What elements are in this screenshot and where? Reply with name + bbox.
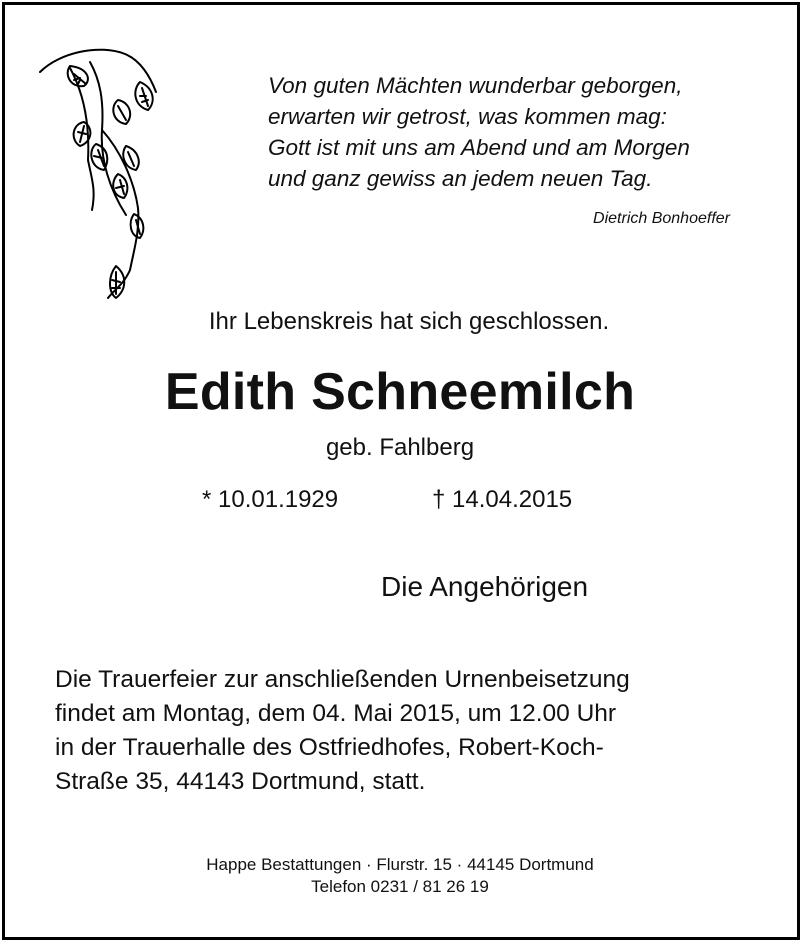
ceremony-line: Die Trauerfeier zur anschließenden Urnenbeisetzung — [55, 666, 630, 693]
birth-date: * 10.01.1929 — [202, 486, 339, 513]
maiden-name: geb. Fahlberg — [325, 434, 475, 461]
funeral-home-footer — [0, 854, 800, 898]
quote-line: Von guten Mächten wunderbar geborgen, — [268, 73, 683, 98]
footer-address: Happe Bestattungen · Flurstr. 15 · 44145 Dortmund — [206, 855, 594, 874]
ceremony-line: in der Trauerhalle des Ostfriedhofes, Robert-Koch- — [55, 734, 604, 761]
death-date: † 14.04.2015 — [432, 486, 573, 513]
ceremony-line: Straße 35, 44143 Dortmund, statt. — [55, 768, 426, 795]
signature: Die Angehörigen — [381, 571, 589, 602]
quote-block — [268, 70, 768, 194]
birch-branch-icon — [30, 40, 170, 320]
deceased-name: Edith Schneemilch — [164, 363, 636, 421]
quote-line: Gott ist mit uns am Abend und am Morgen — [268, 135, 690, 160]
ceremony-line: findet am Montag, dem 04. Mai 2015, um 12.00 Uhr — [55, 700, 617, 727]
quote-author: Dietrich Bonhoeffer — [593, 210, 730, 227]
intro-line: Ihr Lebenskreis hat sich geschlossen. — [208, 308, 610, 335]
quote-line: erwarten wir getrost, was kommen mag: — [268, 104, 667, 129]
quote-line: und ganz gewiss an jedem neuen Tag. — [268, 166, 653, 191]
ceremony-text — [55, 663, 755, 799]
footer-phone: Telefon 0231 / 81 26 19 — [311, 877, 489, 896]
